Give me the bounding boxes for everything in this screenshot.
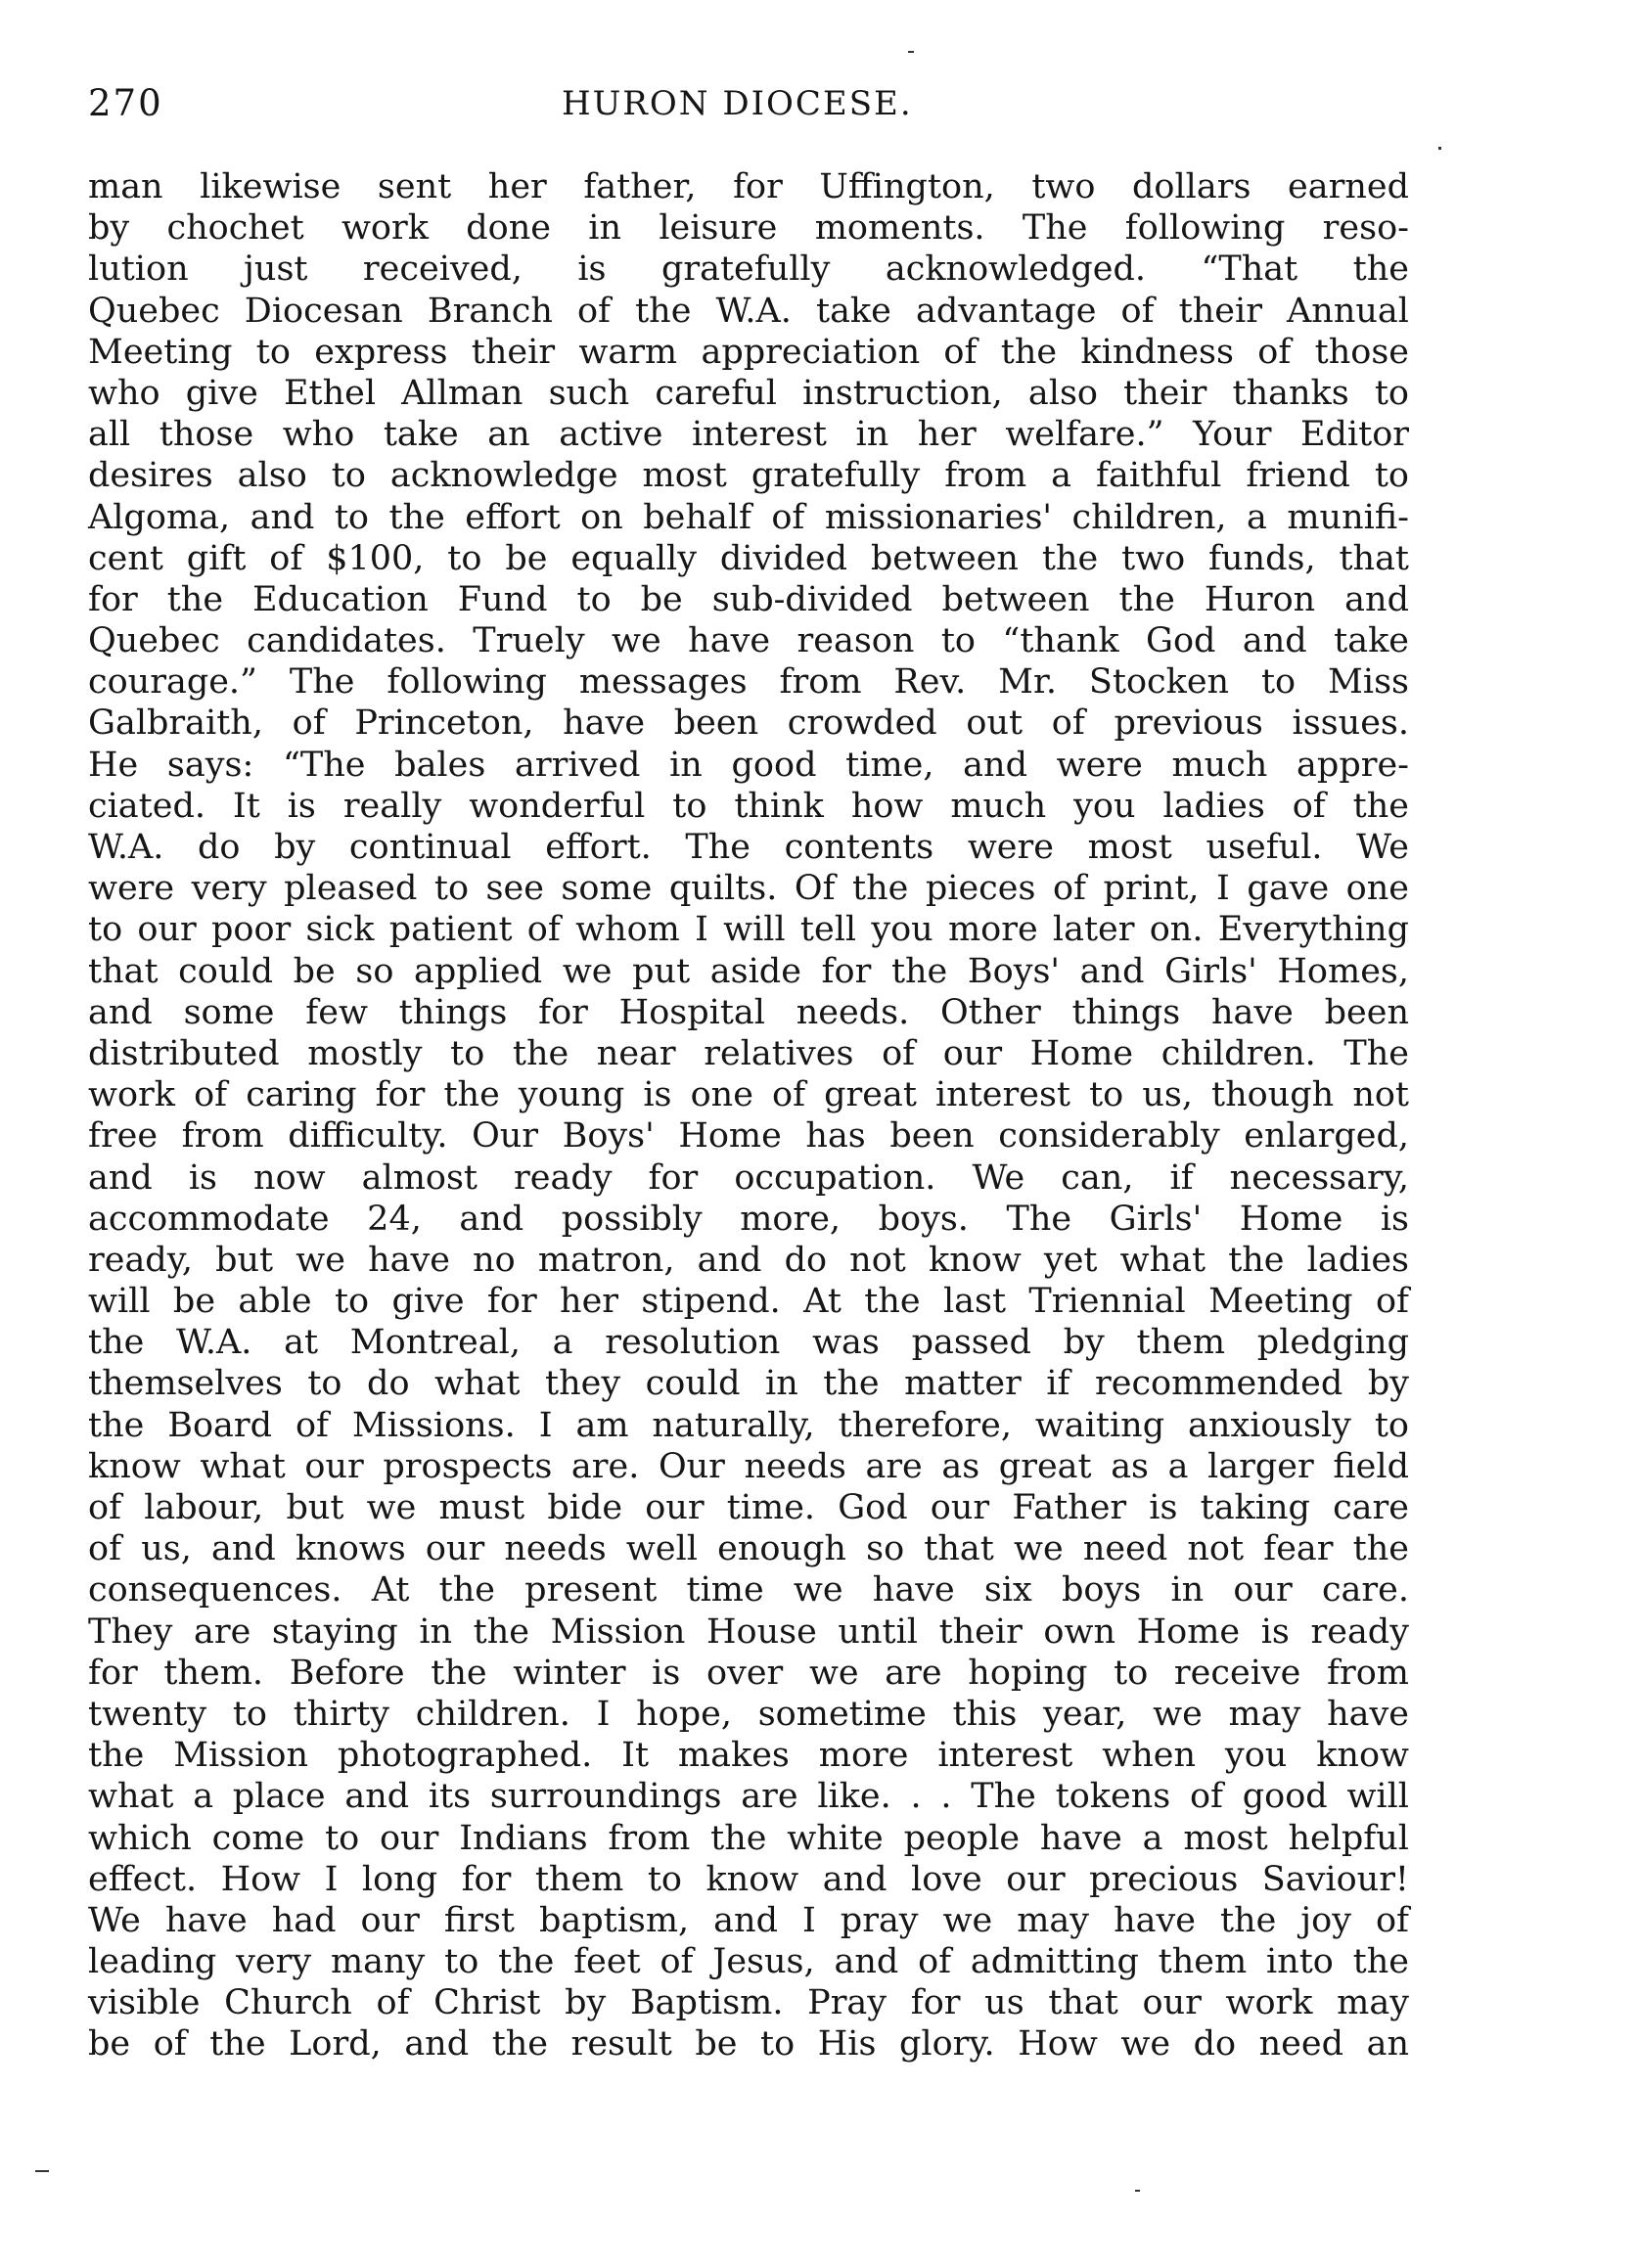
text-line: courage.” The following messages from Rev. Mr. Stocken to Miss (88, 662, 1409, 703)
text-line: ready, but we have no matron, and do not know yet what the ladies (88, 1240, 1409, 1280)
text-line: will be able to give for her stipend. At the last Triennial Meeting of (88, 1282, 1409, 1322)
page-number: 270 (88, 82, 163, 124)
text-line: what a place and its surroundings are like. . . The tokens of good will (88, 1777, 1409, 1817)
text-line: Quebec candidates. Truely we have reason to “thank God and take (88, 621, 1409, 661)
text-line: be of the Lord, and the result be to His glory. How we do need an (88, 2024, 1409, 2064)
text-line: man likewise sent her father, for Uffington, two dollars earned (88, 167, 1409, 206)
text-line: know what our prospects are. Our needs are as great as a larger field (88, 1446, 1409, 1486)
text-line: all those who take an active interest in her welfare.” Your Editor (88, 415, 1409, 455)
text-line: free from difficulty. Our Boys' Home has been considerably enlarged, (88, 1116, 1409, 1157)
text-line: They are staying in the Mission House until their own Home is ready (88, 1611, 1409, 1652)
text-line: W.A. do by continual effort. The contents were most useful. We (88, 828, 1409, 867)
text-line: Galbraith, of Princeton, have been crowded out of previous issues. (88, 703, 1409, 744)
text-line: which come to our Indians from the white people have a most helpful (88, 1818, 1409, 1858)
scan-speck (35, 2170, 49, 2172)
page-header (88, 82, 1409, 131)
text-line: for the Education Fund to be sub-divided between the Huron and (88, 579, 1409, 619)
text-line: to our poor sick patient of whom I will tell you more later on. Everything (88, 910, 1409, 950)
scan-speck (1438, 147, 1441, 150)
text-line: work of caring for the young is one of great interest to us, though not (88, 1075, 1409, 1115)
text-line: the Board of Missions. I am naturally, therefore, waiting anxiously to (88, 1405, 1409, 1445)
text-line: the Mission photographed. It makes more interest when you know (88, 1736, 1409, 1776)
text-line: of us, and knows our needs well enough so that we need not fear the (88, 1529, 1409, 1569)
text-line: by chochet work done in leisure moments. The following reso- (88, 208, 1409, 249)
body-text (88, 166, 1409, 2065)
text-line: lution just received, is gratefully acknowledged. “That the (88, 249, 1409, 290)
text-line: of labour, but we must bide our time. God our Father is taking care (88, 1488, 1409, 1527)
text-line: that could be so applied we put aside for the Boys' and Girls' Homes, (88, 951, 1409, 991)
text-line: accommodate 24, and possibly more, boys. The Girls' Home is (88, 1199, 1409, 1239)
text-line: leading very many to the feet of Jesus, and of admitting them into the (88, 1942, 1409, 1982)
text-line: Algoma, and to the effort on behalf of missionaries' children, a munifi- (88, 497, 1409, 537)
text-line: and some few things for Hospital needs. Other things have been (88, 992, 1409, 1032)
text-line: Quebec Diocesan Branch of the W.A. take advantage of their Annual (88, 291, 1409, 331)
text-line: visible Church of Christ by Baptism. Pray for us that our work may (88, 1983, 1409, 2023)
scan-speck (1135, 2190, 1140, 2192)
running-title: HURON DIOCESE. (562, 84, 913, 123)
text-line: were very pleased to see some quilts. Of the pieces of print, I gave one (88, 869, 1409, 909)
text-line: ciated. It is really wonderful to think how much you ladies of the (88, 786, 1409, 826)
text-line: themselves to do what they could in the matter if recommended by (88, 1364, 1409, 1404)
text-line: effect. How I long for them to know and love our precious Saviour! (88, 1859, 1409, 1899)
text-line: We have had our first baptism, and I pray we may have the joy of (88, 1900, 1409, 1940)
text-line: cent gift of $100, to be equally divided between the two funds, that (88, 538, 1409, 578)
text-line: consequences. At the present time we have six boys in our care. (88, 1570, 1409, 1610)
text-line: desires also to acknowledge most gratefully from a faithful friend to (88, 456, 1409, 496)
text-line: Meeting to express their warm appreciation of the kindness of those (88, 332, 1409, 372)
text-line: who give Ethel Allman such careful instruction, also their thanks to (88, 373, 1409, 413)
text-line: twenty to thirty children. I hope, sometime this year, we may have (88, 1694, 1409, 1734)
text-line: the W.A. at Montreal, a resolution was passed by them pledging (88, 1323, 1409, 1363)
scan-speck (908, 51, 914, 53)
text-line: and is now almost ready for occupation. We can, if necessary, (88, 1157, 1409, 1198)
text-line: for them. Before the winter is over we are hoping to receive from (88, 1653, 1409, 1693)
text-line: He says: “The bales arrived in good time, and were much appre- (88, 745, 1409, 785)
text-line: distributed mostly to the near relatives of our Home children. The (88, 1033, 1409, 1073)
